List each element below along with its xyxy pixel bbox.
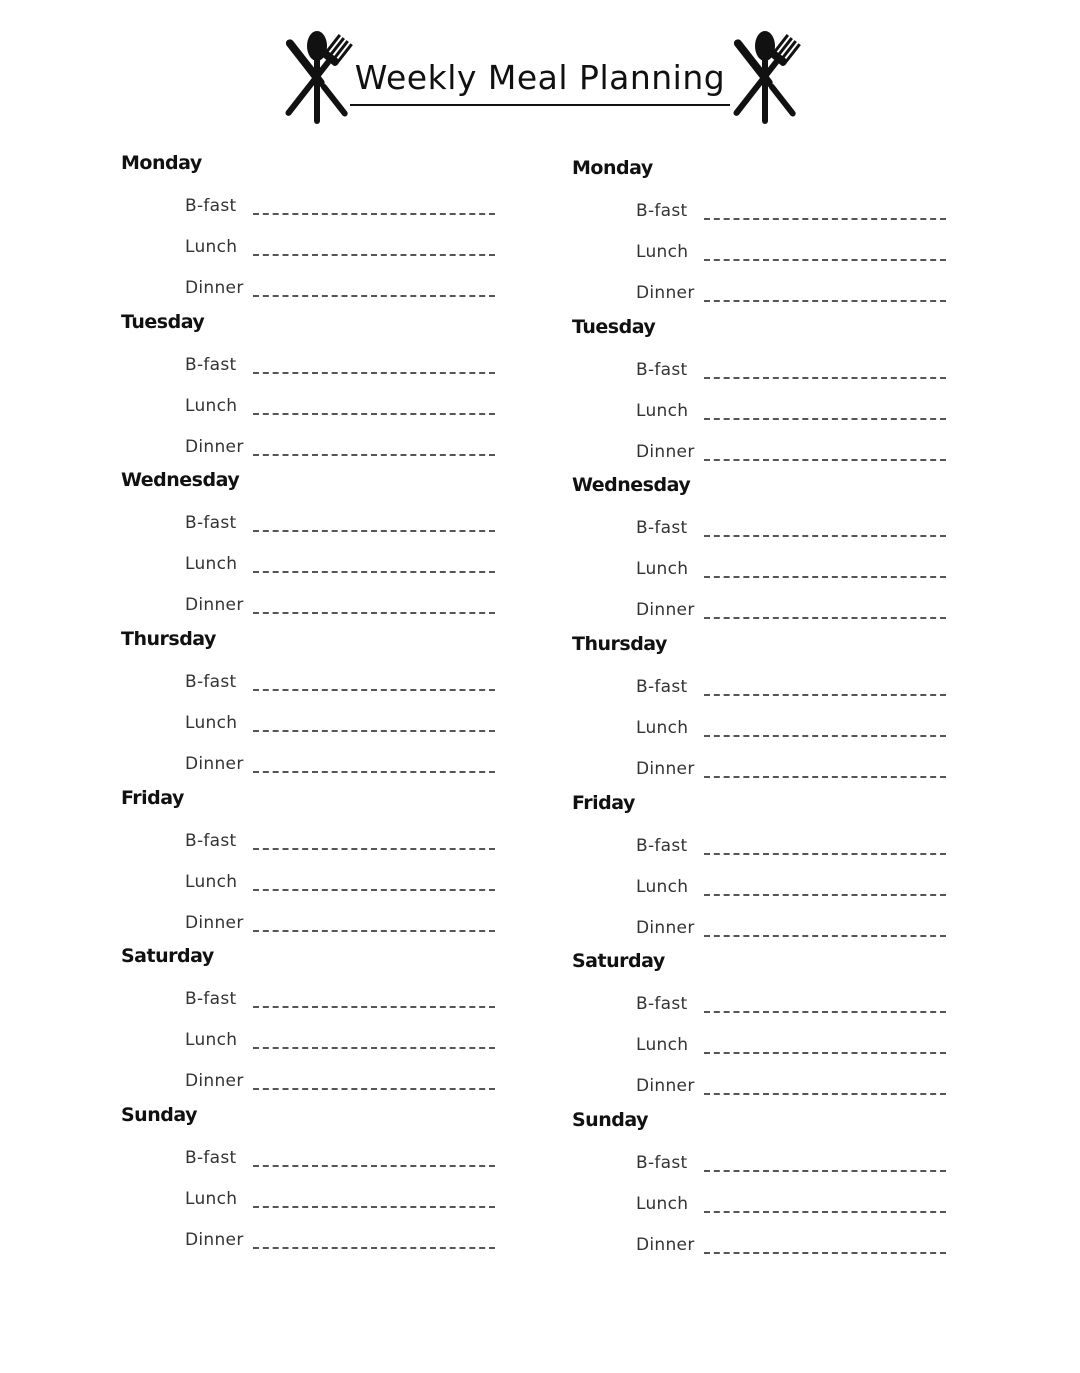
- meal-label: Dinner: [185, 1230, 244, 1251]
- meal-row: [636, 759, 948, 783]
- meal-entry-line[interactable]: [253, 771, 495, 773]
- meal-entry-line[interactable]: [704, 853, 946, 855]
- meal-label: B-fast: [636, 1153, 688, 1174]
- meal-row: [636, 360, 948, 384]
- meal-row: [636, 242, 948, 266]
- meal-label: Lunch: [185, 713, 238, 734]
- meal-entry-line[interactable]: [704, 617, 946, 619]
- meal-label: Dinner: [636, 441, 695, 462]
- meal-label: Dinner: [185, 278, 244, 298]
- meal-label: Lunch: [185, 1030, 238, 1051]
- meal-entry-line[interactable]: [253, 889, 495, 891]
- meal-row: [636, 1035, 948, 1059]
- day-section: [572, 792, 992, 951]
- meal-entry-line[interactable]: [253, 372, 495, 374]
- meal-row: [636, 518, 948, 542]
- meal-row: [636, 1235, 948, 1259]
- day-name: Tuesday: [572, 315, 656, 338]
- meal-row: [185, 355, 497, 379]
- day-name: Monday: [572, 157, 653, 179]
- meal-row: [185, 913, 497, 937]
- meal-label: B-fast: [185, 196, 237, 216]
- meal-entry-line[interactable]: [253, 1247, 495, 1249]
- meal-row: [185, 1071, 497, 1095]
- meal-entry-line[interactable]: [704, 1252, 946, 1254]
- meal-row: [636, 442, 948, 466]
- meal-label: Lunch: [185, 871, 238, 892]
- meal-row: [636, 600, 948, 624]
- meal-row: [636, 994, 948, 1018]
- meal-row: [185, 754, 497, 778]
- meal-row: [185, 1148, 497, 1172]
- meal-entry-line[interactable]: [704, 1170, 946, 1172]
- day-name: Friday: [572, 791, 635, 814]
- meal-entry-line[interactable]: [704, 300, 946, 302]
- meal-entry-line[interactable]: [704, 1211, 946, 1213]
- day-section: [121, 628, 541, 787]
- meal-entry-line[interactable]: [704, 894, 946, 896]
- meal-label: B-fast: [636, 994, 688, 1015]
- meal-row: [185, 396, 497, 420]
- meal-entry-line[interactable]: [704, 935, 946, 937]
- meal-row: [185, 595, 497, 619]
- meal-row: [636, 1153, 948, 1177]
- day-section: [572, 633, 992, 792]
- meal-entry-line[interactable]: [704, 535, 946, 537]
- meal-label: Dinner: [636, 600, 695, 621]
- page-header: [0, 22, 1080, 132]
- meal-entry-line[interactable]: [704, 377, 946, 379]
- meal-entry-line[interactable]: [704, 1011, 946, 1013]
- day-section: [572, 1109, 992, 1268]
- meal-row: [185, 989, 497, 1013]
- meal-row: [636, 836, 948, 860]
- meal-entry-line[interactable]: [253, 530, 495, 532]
- meal-entry-line[interactable]: [253, 254, 495, 256]
- meal-row: [185, 278, 497, 302]
- meal-label: Lunch: [636, 876, 689, 897]
- meal-entry-line[interactable]: [704, 459, 946, 461]
- meal-entry-line[interactable]: [253, 612, 495, 614]
- meal-label: Dinner: [636, 917, 695, 938]
- meal-label: Lunch: [185, 395, 238, 416]
- meal-label: Lunch: [636, 559, 689, 580]
- meal-label: Dinner: [636, 759, 695, 780]
- meal-label: B-fast: [636, 518, 688, 539]
- day-section: [121, 1104, 541, 1263]
- day-name: Sunday: [572, 1109, 648, 1132]
- meal-label: Dinner: [636, 1076, 695, 1097]
- meal-row: [185, 437, 497, 461]
- day-name: Tuesday: [121, 310, 205, 333]
- meal-row: [185, 1230, 497, 1254]
- meal-row: [185, 196, 497, 220]
- meal-entry-line[interactable]: [704, 1093, 946, 1095]
- meal-entry-line[interactable]: [253, 571, 495, 573]
- meal-row: [185, 1030, 497, 1054]
- meal-row: [636, 1076, 948, 1100]
- meal-label: Dinner: [185, 595, 244, 616]
- meal-label: Dinner: [185, 1071, 244, 1092]
- day-name: Friday: [121, 786, 184, 809]
- meal-label: Lunch: [636, 400, 689, 421]
- meal-row: [185, 513, 497, 537]
- meal-entry-line[interactable]: [253, 454, 495, 456]
- meal-row: [185, 554, 497, 578]
- day-section: [572, 316, 992, 475]
- meal-entry-line[interactable]: [704, 218, 946, 220]
- meal-row: [636, 201, 948, 225]
- cutlery-icon: [724, 28, 806, 128]
- meal-row: [636, 401, 948, 425]
- meal-entry-line[interactable]: [253, 848, 495, 850]
- meal-row: [636, 718, 948, 742]
- meal-label: B-fast: [185, 672, 237, 693]
- meal-entry-line[interactable]: [253, 295, 495, 297]
- meal-row: [636, 559, 948, 583]
- meal-row: [636, 283, 948, 307]
- meal-label: Lunch: [636, 1194, 689, 1215]
- meal-entry-line[interactable]: [253, 213, 495, 215]
- meal-entry-line[interactable]: [704, 735, 946, 737]
- cutlery-icon: [276, 28, 358, 128]
- day-name: Sunday: [121, 1104, 197, 1127]
- meal-entry-line[interactable]: [704, 1052, 946, 1054]
- meal-entry-line[interactable]: [253, 1206, 495, 1208]
- title-underline: [350, 104, 730, 106]
- meal-label: Dinner: [185, 912, 244, 933]
- day-section: [121, 311, 541, 470]
- meal-label: B-fast: [185, 989, 237, 1010]
- day-section: [572, 157, 992, 316]
- meal-entry-line[interactable]: [253, 1088, 495, 1090]
- meal-row: [636, 677, 948, 701]
- meal-entry-line[interactable]: [253, 730, 495, 732]
- meal-entry-line[interactable]: [704, 576, 946, 578]
- meal-row: [185, 237, 497, 261]
- left-week-column: [121, 152, 541, 1263]
- meal-entry-line[interactable]: [253, 930, 495, 932]
- meal-label: B-fast: [636, 359, 688, 380]
- meal-entry-line[interactable]: [253, 689, 495, 691]
- meal-row: [185, 831, 497, 855]
- meal-entry-line[interactable]: [253, 1047, 495, 1049]
- day-name: Monday: [121, 152, 202, 174]
- meal-label: B-fast: [185, 1148, 237, 1169]
- meal-entry-line[interactable]: [253, 413, 495, 415]
- meal-entry-line[interactable]: [253, 1006, 495, 1008]
- meal-label: B-fast: [636, 835, 688, 856]
- day-name: Thursday: [572, 633, 667, 656]
- meal-row: [636, 918, 948, 942]
- meal-entry-line[interactable]: [704, 776, 946, 778]
- day-name: Thursday: [121, 628, 216, 651]
- meal-label: B-fast: [636, 201, 688, 221]
- meal-entry-line[interactable]: [253, 1165, 495, 1167]
- day-name: Saturday: [572, 950, 665, 973]
- meal-row: [636, 1194, 948, 1218]
- meal-label: Lunch: [185, 1189, 238, 1210]
- meal-row: [185, 713, 497, 737]
- meal-entry-line[interactable]: [704, 694, 946, 696]
- meal-row: [185, 1189, 497, 1213]
- right-week-column: [572, 157, 992, 1268]
- day-section: [121, 787, 541, 946]
- meal-label: Lunch: [636, 718, 689, 739]
- day-section: [121, 152, 541, 311]
- meal-label: Lunch: [636, 1035, 689, 1056]
- meal-label: B-fast: [185, 830, 237, 851]
- meal-label: Lunch: [185, 237, 238, 257]
- day-section: [121, 469, 541, 628]
- meal-entry-line[interactable]: [704, 259, 946, 261]
- meal-label: B-fast: [185, 513, 237, 534]
- day-name: Saturday: [121, 945, 214, 968]
- meal-label: B-fast: [185, 354, 237, 375]
- meal-label: Dinner: [636, 283, 695, 303]
- meal-label: Lunch: [636, 242, 689, 262]
- meal-row: [185, 872, 497, 896]
- page-title: Weekly Meal Planning: [354, 58, 726, 97]
- meal-entry-line[interactable]: [704, 418, 946, 420]
- meal-row: [185, 672, 497, 696]
- day-name: Wednesday: [121, 469, 240, 492]
- meal-label: Dinner: [185, 754, 244, 775]
- day-section: [121, 945, 541, 1104]
- meal-label: B-fast: [636, 677, 688, 698]
- day-section: [572, 950, 992, 1109]
- meal-label: Dinner: [185, 436, 244, 457]
- meal-label: Lunch: [185, 554, 238, 575]
- meal-row: [636, 877, 948, 901]
- day-name: Wednesday: [572, 474, 691, 497]
- day-section: [572, 474, 992, 633]
- meal-label: Dinner: [636, 1235, 695, 1256]
